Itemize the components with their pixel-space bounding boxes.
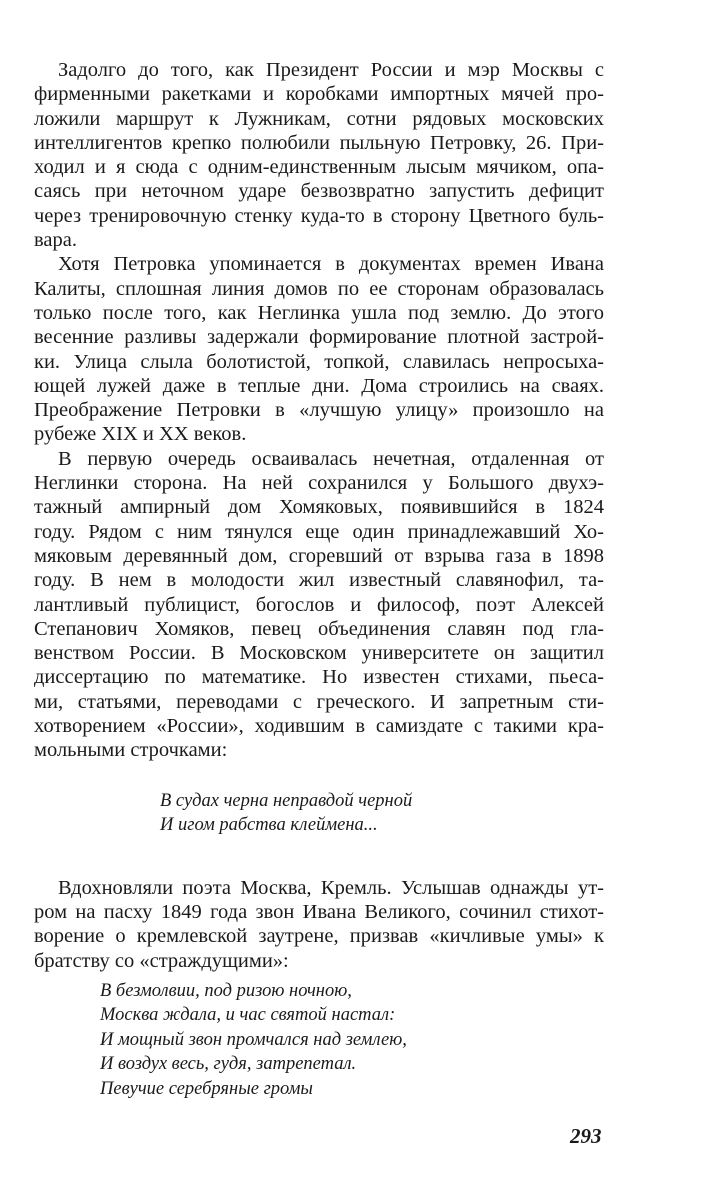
verse-line: Певучие серебряные громы: [100, 1078, 313, 1099]
text-line: В первую очередь осваивалась нечетная, отдаленная от: [58, 447, 604, 470]
text-line: венством России. В Московском университете он защитил: [34, 642, 604, 665]
text-line: Преображение Петровки в «лучшую улицу» произошло на: [34, 399, 604, 422]
text-line: ложили маршрут к Лужникам, сотни рядовых московских: [34, 107, 604, 130]
text-line: году. Рядом с ним тянулся еще один принадлежавший Хо-: [34, 520, 604, 543]
text-line: диссертацию по математике. Но известен стихами, пьеса-: [34, 666, 604, 689]
text-line: через тренировочную стенку куда-то в сторону Цветного буль-: [34, 204, 604, 227]
text-line: ворение о кремлевской заутрене, призвав «кичливые умы» к: [34, 925, 604, 948]
text-line: Калиты, сплошная линия домов по ее сторонам образовалась: [34, 277, 604, 300]
text-line: ющей лужей даже в теплые дни. Дома строились на сваях.: [34, 374, 604, 397]
paragraph-4: [34, 876, 604, 973]
text-line: фирменными ракетками и коробками импортных мячей про-: [34, 83, 604, 106]
text-line: рубеже XIX и XX веков.: [34, 423, 247, 446]
text-line: Неглинки сторона. На ней сохранился у Большого двухэ-: [34, 472, 604, 495]
paragraph-3: [34, 447, 604, 763]
text-line: Степанович Хомяков, певец объединения славян под гла-: [34, 617, 604, 640]
text-line: интеллигентов крепко полюбили пыльную Петровку, 26. При-: [34, 131, 604, 154]
text-line: Хотя Петровка упоминается в документах времен Ивана: [58, 253, 604, 276]
text-line: тажный ампирный дом Хомяковых, появившийся в 1824: [34, 496, 604, 519]
text-line: хотворением «России», ходившим в самиздате с такими кра-: [34, 715, 604, 738]
verse-line: Москва ждала, и час святой настал:: [100, 1005, 396, 1026]
text-line: весенние разливы задержали формирование плотной застрой-: [34, 326, 604, 349]
verse-line: И мощный звон промчался над землею,: [100, 1029, 407, 1050]
page-number: 293: [570, 1124, 602, 1148]
text-line: ходил и я сюда с одним-единственным лысым мячиком, опа-: [34, 156, 604, 179]
text-line: мольными строчками:: [34, 739, 228, 762]
verse-line: В безмолвии, под ризою ночною,: [100, 980, 352, 1001]
text-line: вара.: [34, 229, 77, 252]
text-line: ки. Улица слыла болотистой, топкой, славилась непросыха-: [34, 350, 604, 373]
verse-line: И воздух весь, гудя, затрепетал.: [100, 1054, 357, 1075]
text-line: мяковым деревянный дом, сгоревший от взрыва газа в 1898: [34, 544, 604, 567]
verse-quote-1: [34, 789, 604, 838]
text-line: году. В нем в молодости жил известный славянофил, та-: [34, 569, 604, 592]
paragraph-1: [34, 58, 604, 252]
text-line: ром на пасху 1849 года звон Ивана Великого, сочинил стихот-: [34, 900, 604, 923]
verse-line: И игом рабства клеймена...: [160, 815, 378, 836]
text-line: Задолго до того, как Президент России и мэр Москвы с: [58, 59, 604, 81]
page-body: [34, 58, 604, 1101]
text-line: братству со «страждущими»:: [34, 949, 289, 972]
text-line: только после того, как Неглинка ушла под землю. До этого: [34, 301, 604, 324]
verse-quote-2: [34, 979, 604, 1102]
verse-line: В судах черна неправдой черной: [160, 790, 413, 811]
paragraph-2: [34, 252, 604, 446]
text-line: ми, статьями, переводами с греческого. И запретным сти-: [34, 690, 604, 713]
text-line: саясь при неточном ударе безвозвратно запустить дефицит: [34, 180, 604, 203]
text-line: лантливый публицист, богослов и философ, поэт Алексей: [34, 593, 604, 616]
text-line: Вдохновляли поэта Москва, Кремль. Услышав однажды ут-: [58, 876, 604, 899]
